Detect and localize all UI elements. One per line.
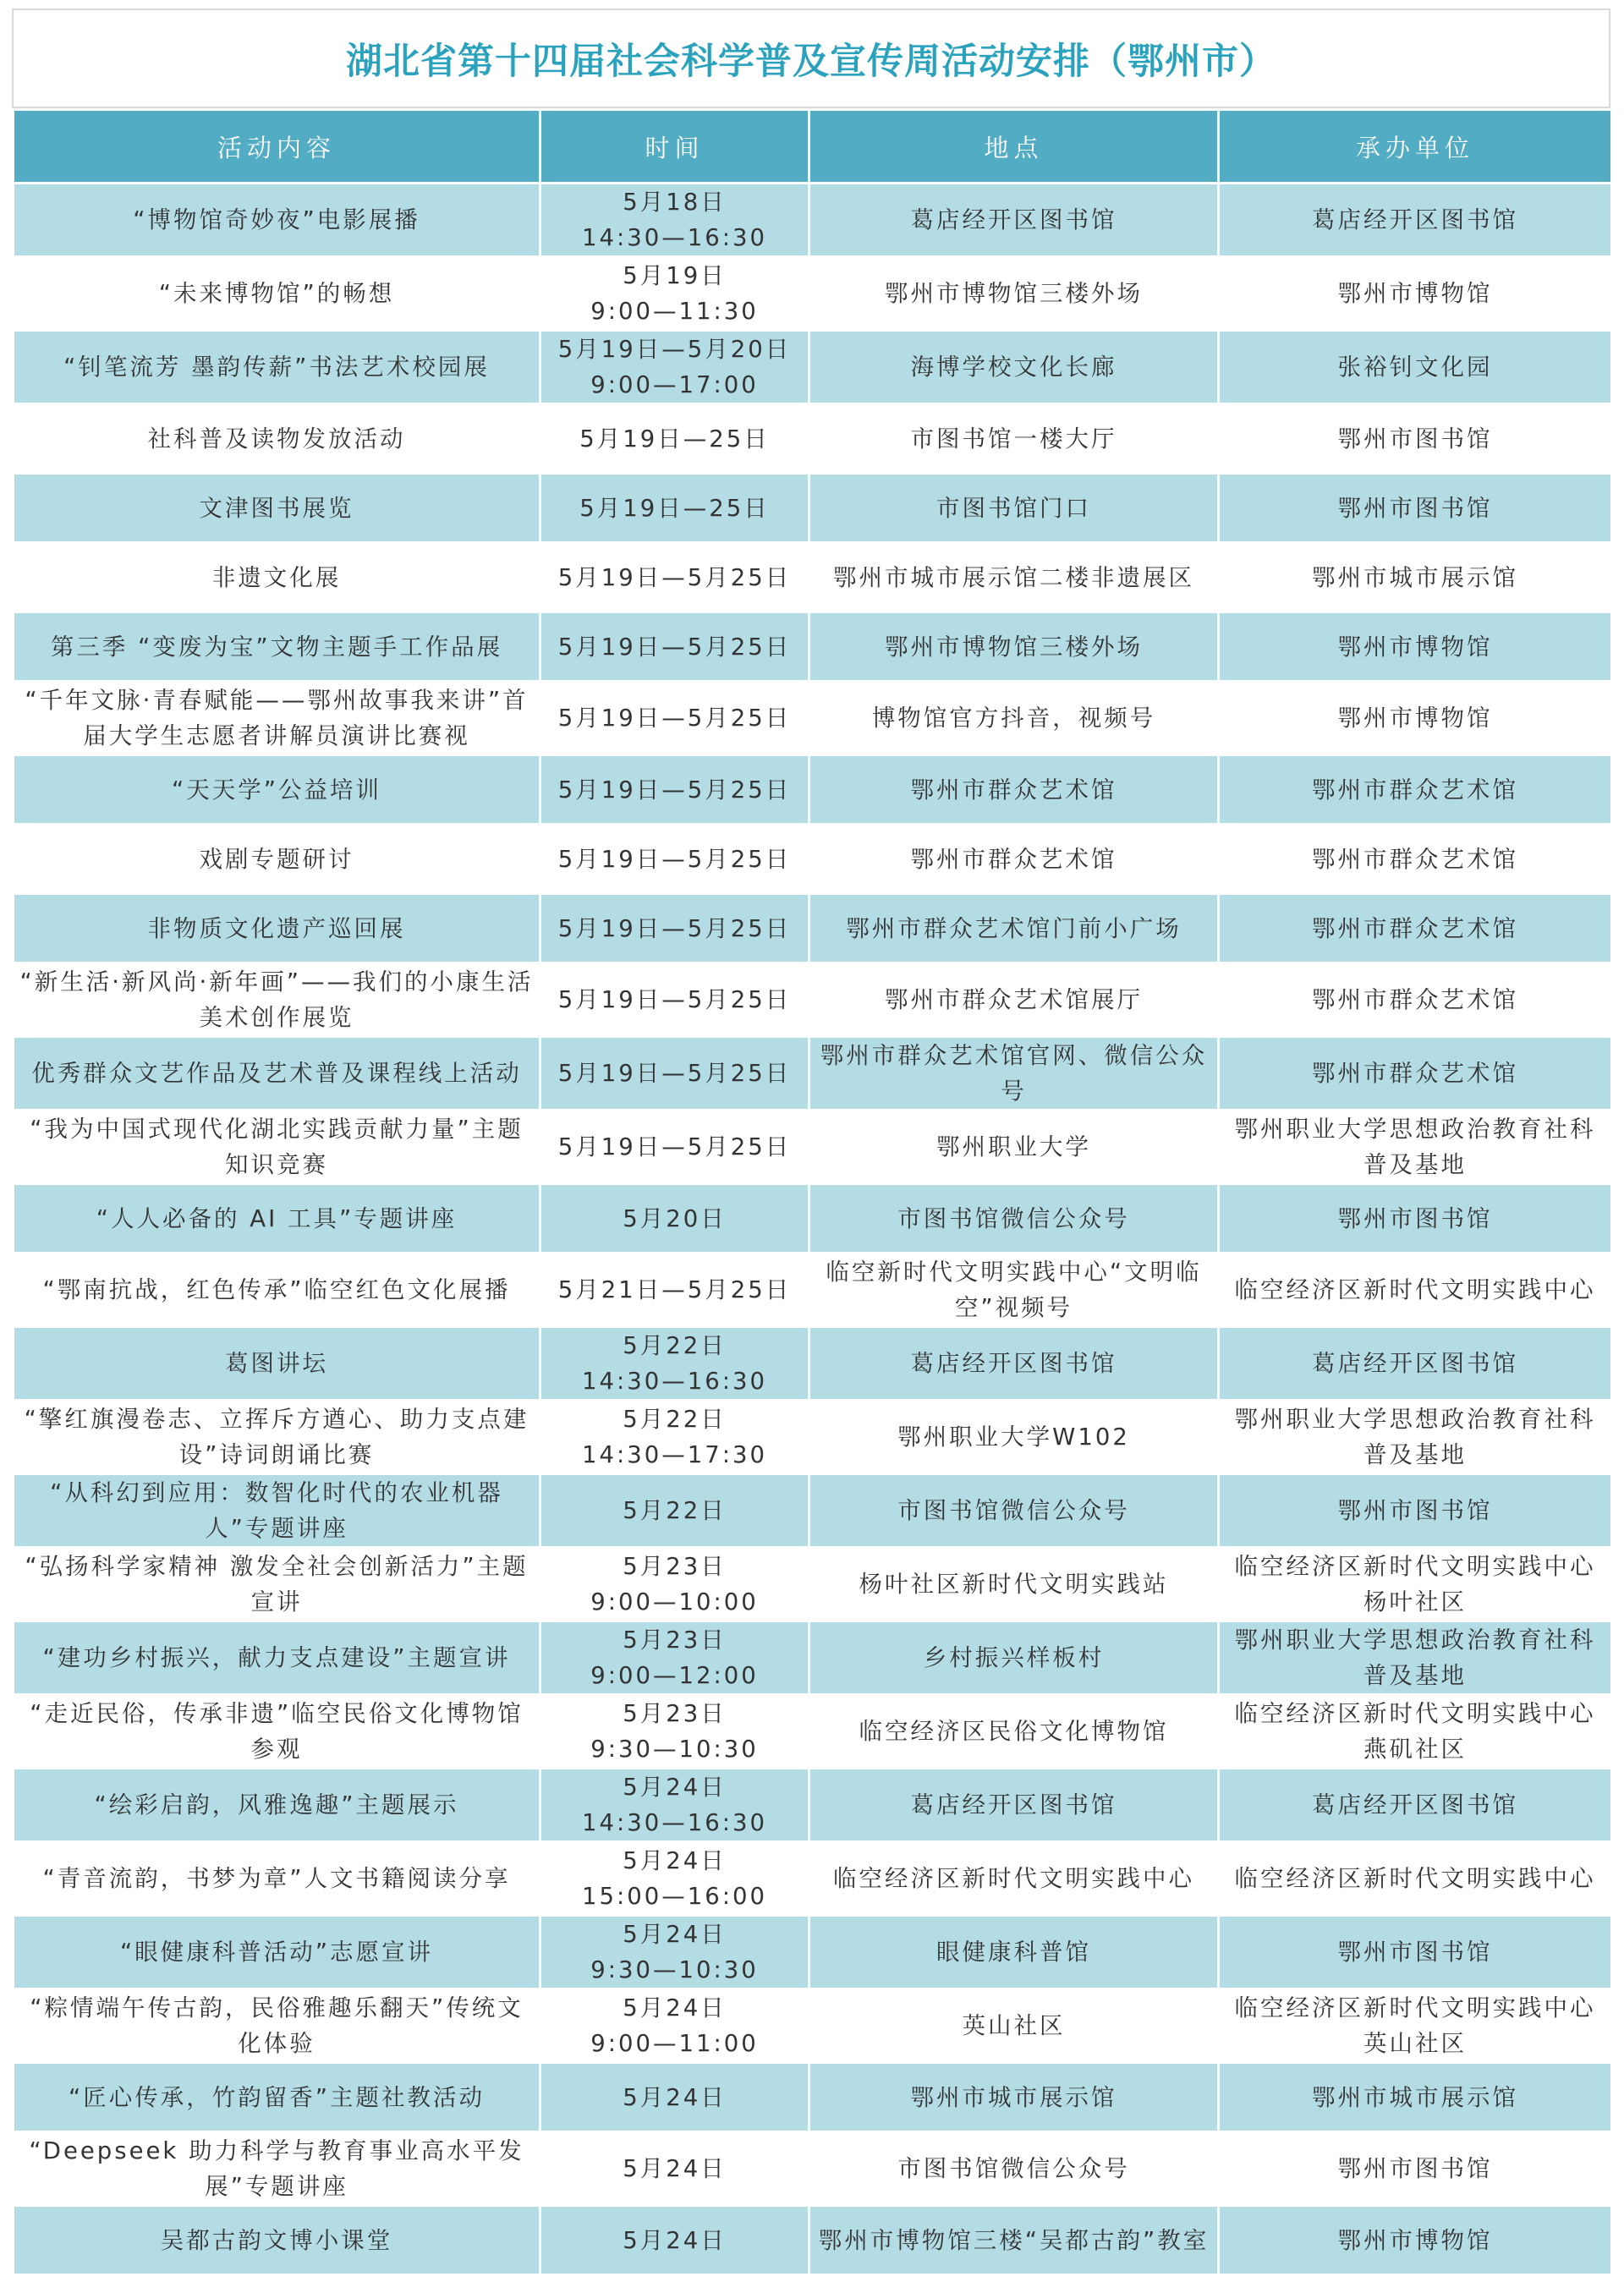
table-row — [14, 1621, 1612, 1695]
place-cell-text: 鄂州职业大学W102 — [897, 1424, 1130, 1451]
place-cell-text: 葛店经开区图书馆 — [910, 206, 1117, 233]
organizer-cell — [1219, 1327, 1612, 1401]
activity-cell — [14, 1769, 540, 1842]
time-cell-text: 5月24日 9:00—11:00 — [590, 1994, 759, 2057]
place-cell — [809, 1401, 1219, 1474]
table-row — [14, 2132, 1612, 2206]
organizer-cell-text: 鄂州职业大学思想政治教育社科普及基地 — [1234, 1116, 1596, 1178]
table-row — [14, 1989, 1612, 2063]
activity-cell-text: “天天学”公益培训 — [172, 776, 381, 804]
organizer-cell — [1219, 1916, 1612, 1989]
time-cell-text: 5月19日—5月25日 — [557, 914, 792, 942]
table-row — [14, 1401, 1612, 1474]
organizer-cell-text: 鄂州市群众艺术馆 — [1312, 986, 1518, 1013]
title-box — [12, 8, 1610, 108]
time-cell-text: 5月20日 — [623, 1204, 727, 1232]
organizer-cell — [1219, 2206, 1612, 2275]
activity-cell — [14, 543, 540, 612]
activity-cell — [14, 1695, 540, 1769]
place-cell — [809, 474, 1219, 543]
activity-cell — [14, 257, 540, 331]
time-cell-text: 5月19日—25日 — [579, 494, 770, 522]
time-cell — [540, 755, 809, 825]
organizer-cell-text: 临空经济区新时代文明实践中心 — [1234, 1865, 1596, 1892]
activity-cell-text: “擎红旗漫卷志、立挥斥方遒心、助力支点建设”诗词朗诵比赛 — [24, 1406, 529, 1468]
activity-cell-text: 非遗文化展 — [211, 563, 342, 591]
place-cell-text: 市图书馆门口 — [936, 494, 1091, 522]
activity-cell — [14, 1621, 540, 1695]
table-row — [14, 543, 1612, 612]
organizer-cell-text: 鄂州市博物馆 — [1337, 2226, 1493, 2254]
place-cell — [809, 2206, 1219, 2275]
place-cell — [809, 612, 1219, 682]
place-cell-text: 博物馆官方抖音，视频号 — [871, 705, 1156, 732]
time-cell — [540, 963, 809, 1037]
organizer-cell-text: 葛店经开区图书馆 — [1312, 1350, 1518, 1377]
time-cell — [540, 543, 809, 612]
activity-cell-text: “弘扬科学家精神 激发全社会创新活力”主题宣讲 — [25, 1553, 529, 1616]
organizer-cell — [1219, 1184, 1612, 1253]
activity-cell — [14, 2206, 540, 2275]
activity-cell-text: “绘彩启韵，风雅逸趣”主题展示 — [94, 1791, 459, 1818]
organizer-cell-text: 鄂州市博物馆 — [1337, 633, 1493, 661]
time-cell-text: 5月23日 9:00—10:00 — [590, 1553, 759, 1616]
place-cell — [809, 1327, 1219, 1401]
organizer-cell-text: 临空经济区新时代文明实践中心燕矶社区 — [1234, 1700, 1596, 1763]
time-cell — [540, 1111, 809, 1184]
place-cell-text: 临空新时代文明实践中心“文明临空”视频号 — [826, 1259, 1202, 1321]
table-row — [14, 1695, 1612, 1769]
organizer-cell — [1219, 1111, 1612, 1184]
activity-cell — [14, 184, 540, 257]
time-cell-text: 5月22日 — [623, 1497, 727, 1524]
header-org: 承办单位 — [1219, 110, 1612, 184]
time-cell — [540, 404, 809, 474]
table-row — [14, 825, 1612, 894]
table-row — [14, 1474, 1612, 1548]
organizer-cell-text: 鄂州市图书馆 — [1337, 494, 1493, 522]
organizer-cell — [1219, 755, 1612, 825]
activity-cell — [14, 1253, 540, 1327]
organizer-cell — [1219, 682, 1612, 755]
place-cell — [809, 1253, 1219, 1327]
organizer-cell — [1219, 1769, 1612, 1842]
activity-cell — [14, 1989, 540, 2063]
organizer-cell — [1219, 1037, 1612, 1111]
table-row — [14, 1111, 1612, 1184]
organizer-cell-text: 鄂州市群众艺术馆 — [1312, 845, 1518, 873]
time-cell — [540, 2206, 809, 2275]
activity-cell-text: “青音流韵，书梦为章”人文书籍阅读分享 — [42, 1865, 511, 1892]
time-cell — [540, 682, 809, 755]
table-row — [14, 1916, 1612, 1989]
time-cell — [540, 1916, 809, 1989]
place-cell-text: 杨叶社区新时代文明实践站 — [859, 1571, 1169, 1598]
place-cell-text: 鄂州市群众艺术馆 — [910, 776, 1117, 804]
activity-cell — [14, 2063, 540, 2132]
organizer-cell — [1219, 612, 1612, 682]
place-cell — [809, 1769, 1219, 1842]
place-cell-text: 市图书馆微信公众号 — [897, 1497, 1130, 1524]
activity-cell — [14, 1474, 540, 1548]
time-cell-text: 5月23日 9:00—12:00 — [590, 1626, 759, 1689]
place-cell-text: 海博学校文化长廊 — [910, 354, 1117, 381]
activity-cell — [14, 1916, 540, 1989]
time-cell-text: 5月24日 — [623, 2083, 727, 2111]
activity-cell-text: 非物质文化遗产巡回展 — [147, 914, 406, 942]
activity-cell — [14, 1037, 540, 1111]
place-cell — [809, 184, 1219, 257]
table-row — [14, 1327, 1612, 1401]
organizer-cell-text: 临空经济区新时代文明实践中心 — [1234, 1276, 1596, 1303]
place-cell-text: 眼健康科普馆 — [936, 1939, 1091, 1966]
time-cell-text: 5月19日—5月25日 — [557, 986, 792, 1013]
activity-cell — [14, 1842, 540, 1916]
time-cell-text: 5月19日—5月25日 — [557, 1133, 792, 1160]
place-cell-text: 鄂州市城市展示馆二楼非遗展区 — [833, 563, 1194, 591]
organizer-cell — [1219, 1989, 1612, 2063]
table-row — [14, 404, 1612, 474]
place-cell-text: 鄂州职业大学 — [936, 1133, 1091, 1160]
time-cell-text: 5月24日 14:30—16:30 — [581, 1774, 767, 1836]
time-cell — [540, 1548, 809, 1621]
table-row — [14, 612, 1612, 682]
table-row — [14, 2063, 1612, 2132]
place-cell — [809, 755, 1219, 825]
organizer-cell-text: 葛店经开区图书馆 — [1312, 206, 1518, 233]
activity-cell — [14, 612, 540, 682]
place-cell — [809, 331, 1219, 404]
place-cell — [809, 404, 1219, 474]
organizer-cell — [1219, 543, 1612, 612]
table-row — [14, 755, 1612, 825]
header-place: 地点 — [809, 110, 1219, 184]
activity-cell — [14, 2132, 540, 2206]
organizer-cell — [1219, 184, 1612, 257]
activity-cell-text: 吴都古韵文博小课堂 — [160, 2226, 393, 2254]
activity-cell-text: “钊笔流芳 墨韵传薪”书法艺术校园展 — [63, 354, 490, 381]
place-cell — [809, 894, 1219, 963]
place-cell — [809, 543, 1219, 612]
table-row — [14, 894, 1612, 963]
activity-cell — [14, 474, 540, 543]
table-row — [14, 963, 1612, 1037]
time-cell-text: 5月19日—5月20日 9:00—17:00 — [557, 336, 792, 398]
time-cell — [540, 1401, 809, 1474]
organizer-cell-text: 鄂州市城市展示馆 — [1312, 563, 1518, 591]
activity-cell-text: 优秀群众文艺作品及艺术普及课程线上活动 — [31, 1060, 522, 1087]
organizer-cell — [1219, 2132, 1612, 2206]
header-content: 活动内容 — [14, 110, 540, 184]
activity-cell — [14, 1401, 540, 1474]
table-row — [14, 2206, 1612, 2275]
organizer-cell-text: 鄂州市图书馆 — [1337, 1939, 1493, 1966]
place-cell — [809, 1474, 1219, 1548]
activity-cell — [14, 1184, 540, 1253]
time-cell — [540, 894, 809, 963]
organizer-cell — [1219, 963, 1612, 1037]
time-cell-text: 5月19日—5月25日 — [557, 563, 792, 591]
organizer-cell — [1219, 894, 1612, 963]
place-cell — [809, 1842, 1219, 1916]
time-cell-text: 5月19日—5月25日 — [557, 776, 792, 804]
activity-cell-text: “未来博物馆”的畅想 — [158, 280, 395, 307]
activity-cell-text: “千年文脉·青春赋能——鄂州故事我来讲”首届大学生志愿者讲解员演讲比赛视 — [25, 687, 529, 749]
activity-cell — [14, 755, 540, 825]
time-cell-text: 5月22日 14:30—17:30 — [581, 1406, 767, 1468]
activity-cell-text: “Deepseek 助力科学与教育事业高水平发展”专题讲座 — [29, 2137, 524, 2200]
place-cell — [809, 2063, 1219, 2132]
time-cell-text: 5月19日—5月25日 — [557, 1060, 792, 1087]
time-cell-text: 5月19日—5月25日 — [557, 845, 792, 873]
time-cell — [540, 474, 809, 543]
activity-cell-text: “眼健康科普活动”志愿宣讲 — [120, 1939, 433, 1966]
time-cell-text: 5月19日 9:00—11:30 — [590, 262, 759, 325]
organizer-cell-text: 张裕钊文化园 — [1337, 354, 1493, 381]
time-cell-text: 5月24日 9:30—10:30 — [590, 1921, 759, 1983]
place-cell — [809, 1916, 1219, 1989]
activity-cell-text: “匠心传承，竹韵留香”主题社教活动 — [69, 2083, 485, 2111]
activity-cell-text: “建功乡村振兴，献力支点建设”主题宣讲 — [42, 1644, 511, 1671]
time-cell — [540, 1253, 809, 1327]
time-cell — [540, 257, 809, 331]
organizer-cell — [1219, 331, 1612, 404]
place-cell-text: 英山社区 — [962, 2012, 1066, 2039]
activity-cell — [14, 331, 540, 404]
organizer-cell — [1219, 1695, 1612, 1769]
place-cell — [809, 1037, 1219, 1111]
organizer-cell-text: 鄂州市图书馆 — [1337, 1204, 1493, 1232]
activity-cell — [14, 1548, 540, 1621]
organizer-cell — [1219, 257, 1612, 331]
activity-cell — [14, 963, 540, 1037]
organizer-cell-text: 鄂州市图书馆 — [1337, 2155, 1493, 2182]
organizer-cell — [1219, 474, 1612, 543]
place-cell-text: 葛店经开区图书馆 — [910, 1791, 1117, 1818]
time-cell — [540, 1769, 809, 1842]
place-cell — [809, 1111, 1219, 1184]
time-cell-text: 5月23日 9:30—10:30 — [590, 1700, 759, 1763]
place-cell — [809, 682, 1219, 755]
place-cell-text: 鄂州市博物馆三楼外场 — [885, 280, 1143, 307]
activity-cell-text: “走近民俗，传承非遗”临空民俗文化博物馆参观 — [30, 1700, 524, 1763]
activity-cell-text: 第三季 “变废为宝”文物主题手工作品展 — [50, 633, 503, 661]
activity-cell-text: “鄂南抗战，红色传承”临空红色文化展播 — [42, 1276, 511, 1303]
organizer-cell — [1219, 1548, 1612, 1621]
place-cell-text: 鄂州市群众艺术馆展厅 — [885, 986, 1143, 1013]
time-cell-text: 5月24日 15:00—16:00 — [581, 1847, 767, 1910]
organizer-cell — [1219, 404, 1612, 474]
time-cell — [540, 1842, 809, 1916]
activity-cell — [14, 825, 540, 894]
activity-cell-text: 文津图书展览 — [199, 494, 354, 522]
time-cell-text: 5月21日—5月25日 — [557, 1276, 792, 1303]
place-cell-text: 鄂州市博物馆三楼外场 — [885, 633, 1143, 661]
place-cell — [809, 1989, 1219, 2063]
organizer-cell — [1219, 1401, 1612, 1474]
activity-cell-text: “从科幻到应用：数智化时代的农业机器人”专题讲座 — [50, 1479, 503, 1542]
organizer-cell-text: 鄂州职业大学思想政治教育社科普及基地 — [1234, 1626, 1596, 1689]
organizer-cell — [1219, 1474, 1612, 1548]
table-row — [14, 1842, 1612, 1916]
activity-cell-text: 社科普及读物发放活动 — [147, 425, 406, 453]
organizer-cell-text: 鄂州市图书馆 — [1337, 425, 1493, 453]
header-row — [14, 110, 1612, 184]
time-cell-text: 5月19日—25日 — [579, 425, 770, 453]
table-row — [14, 1769, 1612, 1842]
activity-cell-text: “人人必备的 AI 工具”专题讲座 — [96, 1204, 458, 1232]
time-cell — [540, 1184, 809, 1253]
table-row — [14, 331, 1612, 404]
time-cell-text: 5月24日 — [623, 2226, 727, 2254]
time-cell-text: 5月19日—5月25日 — [557, 633, 792, 661]
activity-cell — [14, 682, 540, 755]
organizer-cell — [1219, 825, 1612, 894]
place-cell-text: 市图书馆微信公众号 — [897, 1204, 1130, 1232]
organizer-cell — [1219, 1253, 1612, 1327]
time-cell — [540, 1037, 809, 1111]
page-title: 湖北省第十四届社会科学普及宣传周活动安排（鄂州市） — [346, 40, 1276, 83]
time-cell-text: 5月24日 — [623, 2155, 727, 2182]
place-cell-text: 葛店经开区图书馆 — [910, 1350, 1117, 1377]
time-cell-text: 5月18日 14:30—16:30 — [581, 189, 767, 251]
organizer-cell-text: 鄂州市城市展示馆 — [1312, 2083, 1518, 2111]
time-cell-text: 5月22日 14:30—16:30 — [581, 1332, 767, 1395]
time-cell — [540, 1695, 809, 1769]
time-cell — [540, 1989, 809, 2063]
organizer-cell-text: 临空经济区新时代文明实践中心杨叶社区 — [1234, 1553, 1596, 1616]
place-cell — [809, 1695, 1219, 1769]
place-cell — [809, 1621, 1219, 1695]
time-cell — [540, 1621, 809, 1695]
activity-cell — [14, 404, 540, 474]
header-time: 时间 — [540, 110, 809, 184]
activity-cell-text: “粽情端午传古韵，民俗雅趣乐翻天”传统文化体验 — [30, 1994, 524, 2057]
table-row — [14, 1253, 1612, 1327]
activity-cell-text: 戏剧专题研讨 — [199, 845, 354, 873]
schedule-table — [12, 108, 1613, 2276]
organizer-cell-text: 鄂州市博物馆 — [1337, 280, 1493, 307]
table-row — [14, 257, 1612, 331]
organizer-cell — [1219, 1621, 1612, 1695]
table-row — [14, 1184, 1612, 1253]
table-row — [14, 1037, 1612, 1111]
place-cell-text: 鄂州市群众艺术馆官网、微信公众号 — [820, 1042, 1208, 1105]
time-cell — [540, 825, 809, 894]
place-cell — [809, 2132, 1219, 2206]
place-cell-text: 市图书馆微信公众号 — [897, 2155, 1130, 2182]
place-cell — [809, 1184, 1219, 1253]
activity-cell-text: “新生活·新风尚·新年画”——我们的小康生活美术创作展览 — [19, 968, 534, 1031]
table-row — [14, 682, 1612, 755]
place-cell-text: 鄂州市群众艺术馆 — [910, 845, 1117, 873]
time-cell — [540, 612, 809, 682]
organizer-cell-text: 鄂州职业大学思想政治教育社科普及基地 — [1234, 1406, 1596, 1468]
activity-cell-text: “博物馆奇妙夜”电影展播 — [133, 206, 420, 233]
place-cell-text: 临空经济区新时代文明实践中心 — [833, 1865, 1194, 1892]
place-cell — [809, 1548, 1219, 1621]
organizer-cell-text: 葛店经开区图书馆 — [1312, 1791, 1518, 1818]
place-cell-text: 鄂州市群众艺术馆门前小广场 — [846, 914, 1182, 942]
table-row — [14, 184, 1612, 257]
place-cell — [809, 825, 1219, 894]
place-cell — [809, 963, 1219, 1037]
place-cell-text: 鄂州市博物馆三楼“吴都古韵”教室 — [818, 2226, 1210, 2254]
organizer-cell-text: 鄂州市博物馆 — [1337, 705, 1493, 732]
activity-cell-text: 葛图讲坛 — [225, 1350, 328, 1377]
time-cell — [540, 184, 809, 257]
organizer-cell-text: 鄂州市群众艺术馆 — [1312, 1060, 1518, 1087]
time-cell — [540, 1327, 809, 1401]
time-cell — [540, 1474, 809, 1548]
organizer-cell-text: 临空经济区新时代文明实践中心英山社区 — [1234, 1994, 1596, 2057]
place-cell-text: 乡村振兴样板村 — [923, 1644, 1105, 1671]
time-cell — [540, 331, 809, 404]
organizer-cell-text: 鄂州市群众艺术馆 — [1312, 914, 1518, 942]
activity-cell — [14, 1111, 540, 1184]
time-cell — [540, 2063, 809, 2132]
activity-cell-text: “我为中国式现代化湖北实践贡献力量”主题知识竞赛 — [30, 1116, 524, 1178]
place-cell-text: 临空经济区民俗文化博物馆 — [859, 1718, 1169, 1745]
organizer-cell — [1219, 1842, 1612, 1916]
table-row — [14, 474, 1612, 543]
organizer-cell — [1219, 2063, 1612, 2132]
activity-cell — [14, 1327, 540, 1401]
time-cell — [540, 2132, 809, 2206]
table-row — [14, 1548, 1612, 1621]
place-cell-text: 市图书馆一楼大厅 — [910, 425, 1117, 453]
place-cell-text: 鄂州市城市展示馆 — [910, 2083, 1117, 2111]
organizer-cell-text: 鄂州市图书馆 — [1337, 1497, 1493, 1524]
organizer-cell-text: 鄂州市群众艺术馆 — [1312, 776, 1518, 804]
activity-cell — [14, 894, 540, 963]
time-cell-text: 5月19日—5月25日 — [557, 705, 792, 732]
place-cell — [809, 257, 1219, 331]
